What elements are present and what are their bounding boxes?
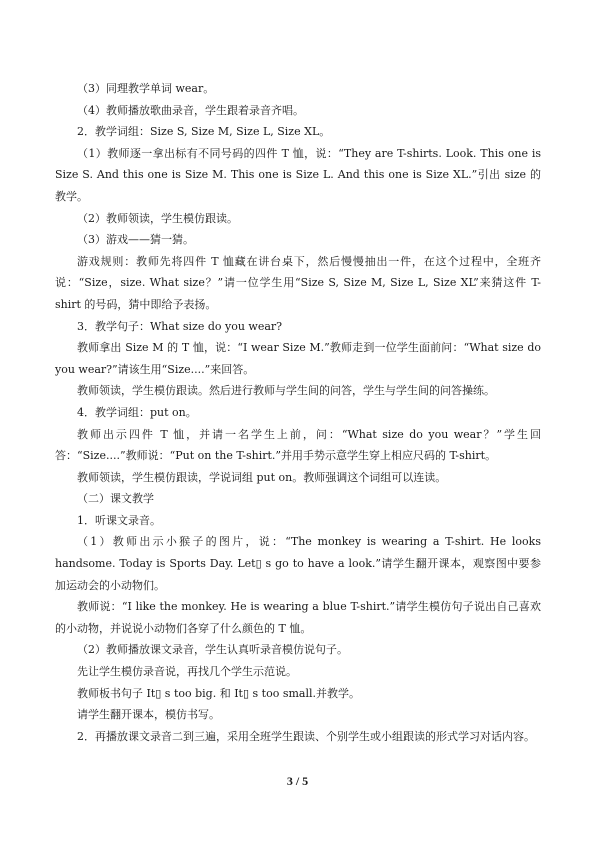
paragraph: （1）教师逐一拿出标有不同号码的四件 T 恤，说：“They are T-shirts. Look. This one is Size S. And this one is Size M. This one is Size L. And this one is Size XL.”引出 size 的教学。 (55, 146, 541, 203)
paragraph: 请学生翻开课本，模仿书写。 (77, 708, 220, 722)
paragraph: 2．教学词组：Size S, Size M, Size L, Size XL。 (77, 125, 331, 139)
paragraph: 教师领读，学生模仿跟读。然后进行教师与学生间的问答，学生与学生间的问答操练。 (77, 384, 495, 398)
paragraph: （2）教师领读，学生模仿跟读。 (77, 211, 238, 225)
paragraph: 教师板书句子 It▯ s too big. 和 It▯ s too small.并教学。 (77, 686, 360, 700)
paragraph: （3）同理教学单词 wear。 (77, 82, 215, 95)
page-body (55, 78, 541, 747)
page-number: 3 / 5 (286, 774, 309, 788)
paragraph: 4．教学词组：put on。 (77, 405, 197, 419)
paragraph: 教师出示四件 T 恤，并请一名学生上前，问：“What size do you wear？”学生回答：“Size....”教师说：“Put on the T-shirt.”并用手势示意学生穿上相应尺码的 T-shirt。 (55, 427, 541, 463)
paragraph: 2．再播放课文录音二到三遍，采用全班学生跟读、个别学生或小组跟读的形式学习对话内容。 (77, 729, 535, 743)
paragraph: （3）游戏——猜一猜。 (77, 233, 194, 247)
paragraph: 1．听课文录音。 (77, 513, 161, 527)
paragraph: （1）教师出示小猴子的图片，说：“The monkey is wearing a T-shirt. He looks handsome. Today is Sports Day. Let▯ s go to have a look.”请学生翻开课本，观察图中要参加运动会的小动物们。 (55, 535, 541, 592)
paragraph: 游戏规则：教师先将四件 T 恤藏在讲台桌下，然后慢慢抽出一件，在这个过程中，全班齐说：“Size，size. What size？”请一位学生用“Size S, Size M, Size L, Size XL”来猜这件 T-shirt 的号码，猜中即给予表扬。 (55, 254, 541, 311)
paragraph: 教师说：“I like the monkey. He is wearing a blue T-shirt.”请学生模仿句子说出自己喜欢的小动物，并说说小动物们各穿了什么颜色的 T 恤。 (55, 600, 541, 635)
paragraph: （2）教师播放课文录音，学生认真听录音模仿说句子。 (77, 643, 348, 657)
paragraph: （4）教师播放歌曲录音，学生跟着录音齐唱。 (77, 103, 304, 117)
paragraph: 教师拿出 Size M 的 T 恤，说：“I wear Size M.”教师走到一位学生面前问：“What size do you wear?”请该生用“Size....”来回答。 (55, 341, 541, 376)
paragraph: （二）课文教学 (77, 492, 154, 506)
paragraph: 3．教学句子：What size do you wear? (77, 319, 283, 333)
paragraph: 先让学生模仿录音说，再找几个学生示范说。 (77, 665, 297, 679)
paragraph: 教师领读，学生模仿跟读，学说词组 put on。教师强调这个词组可以连读。 (77, 470, 447, 484)
